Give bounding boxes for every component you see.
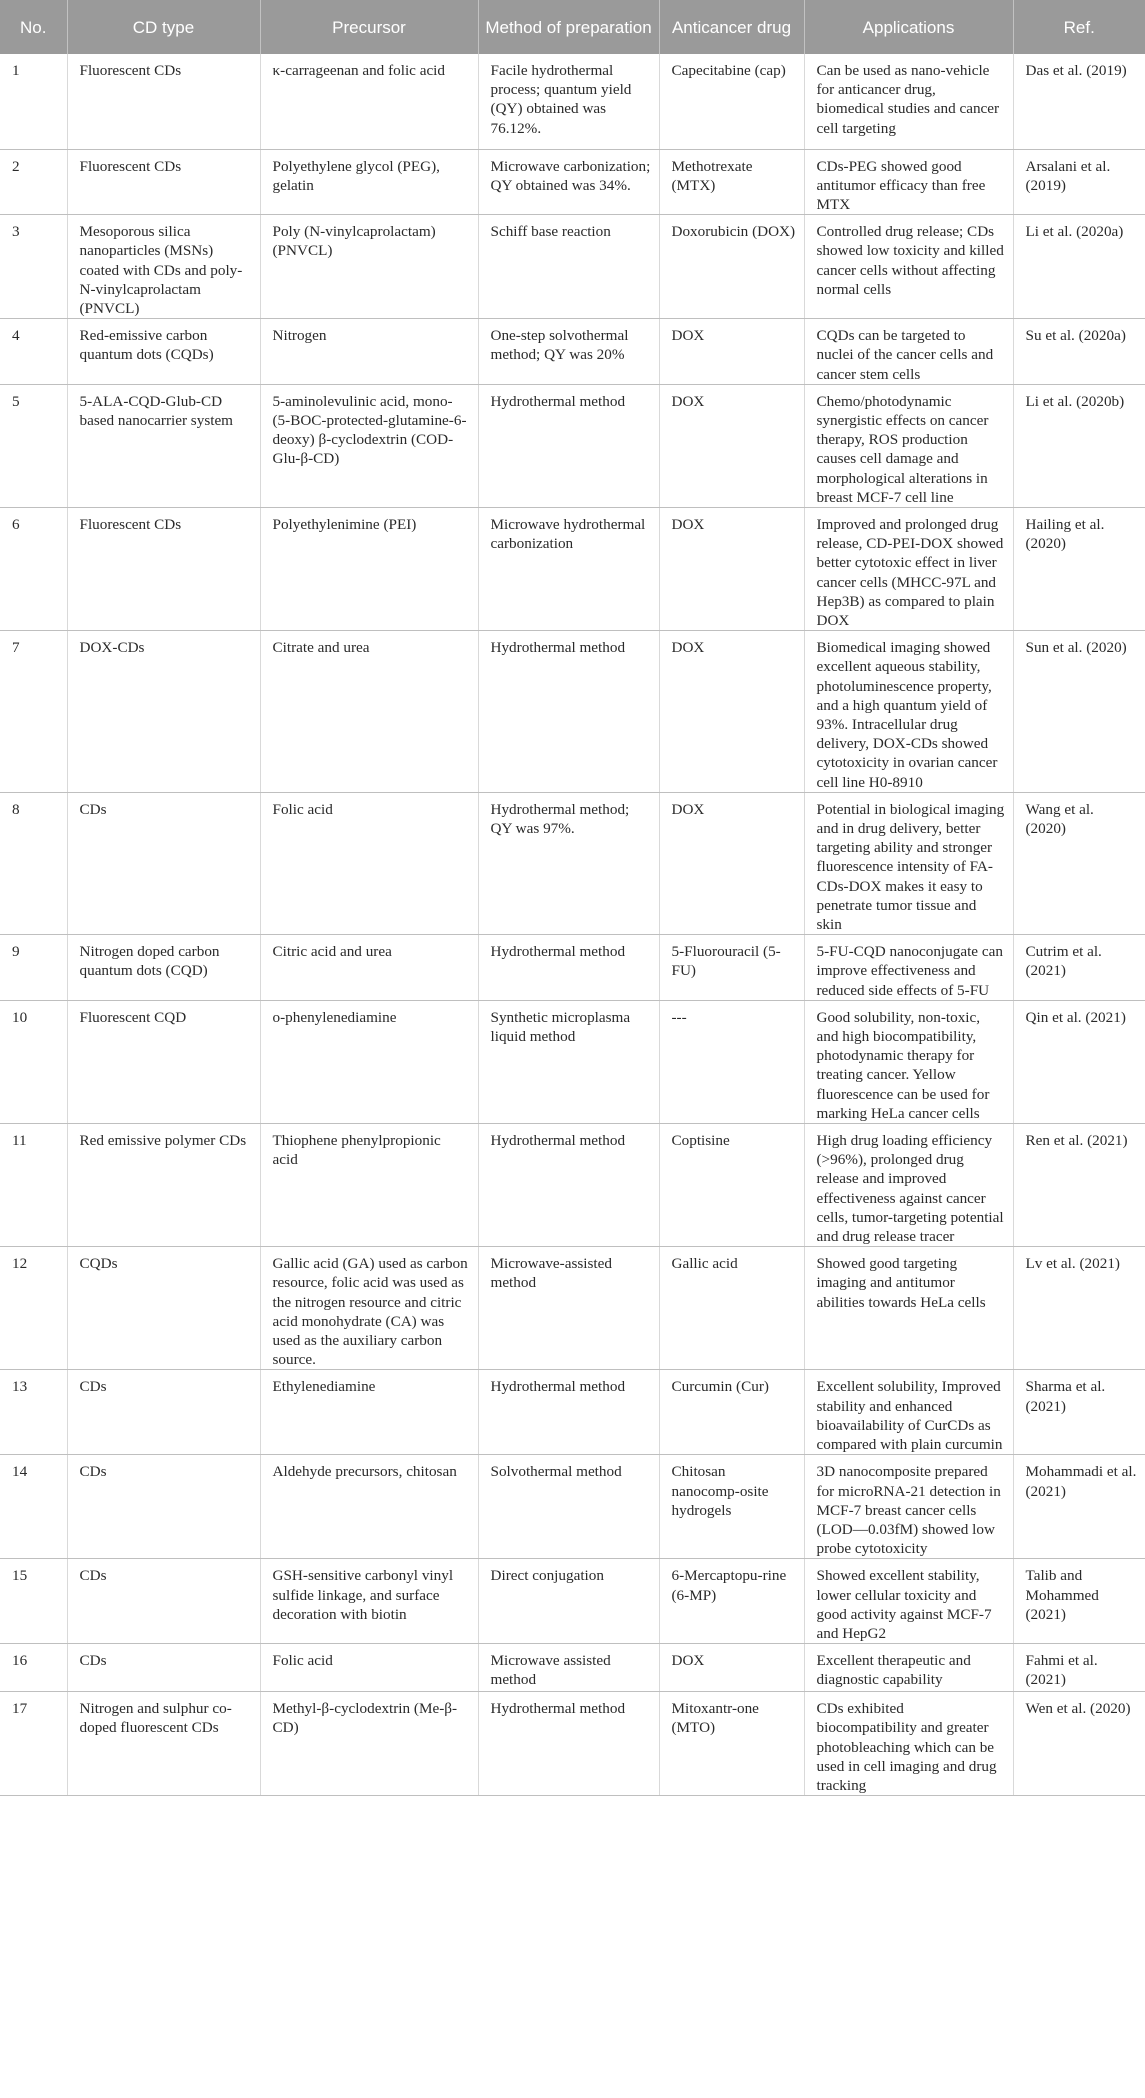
table-row	[0, 1000, 1145, 1123]
cell-drug: DOX	[659, 631, 804, 793]
cell-cd-type: Fluorescent CDs	[67, 507, 260, 630]
cell-method: One-step solvothermal method; QY was 20%	[478, 319, 659, 385]
cell-cd-type: DOX-CDs	[67, 631, 260, 793]
header-cd-type: CD type	[67, 0, 260, 54]
header-precursor: Precursor	[260, 0, 478, 54]
header-ref: Ref.	[1013, 0, 1145, 54]
header-row	[0, 0, 1145, 54]
table-row	[0, 1559, 1145, 1644]
cell-cd-type: 5-ALA-CQD-Glub-CD based nanocarrier system	[67, 384, 260, 507]
cell-drug: Methotrexate (MTX)	[659, 149, 804, 215]
cell-cd-type: CQDs	[67, 1247, 260, 1370]
cell-method: Direct conjugation	[478, 1559, 659, 1644]
cell-method: Synthetic microplasma liquid method	[478, 1000, 659, 1123]
cell-applications: Potential in biological imaging and in drug delivery, better targeting ability and stronger fluorescence intensity of FA-CDs-DOX makes it easy to penetrate tumor tissue and skin	[804, 792, 1013, 934]
cell-applications: Showed good targeting imaging and antitumor abilities towards HeLa cells	[804, 1247, 1013, 1370]
table-row	[0, 1644, 1145, 1692]
cell-drug: Curcumin (Cur)	[659, 1370, 804, 1455]
cell-method: Hydrothermal method	[478, 1370, 659, 1455]
cell-ref: Mohammadi et al. (2021)	[1013, 1455, 1145, 1559]
table-row	[0, 1124, 1145, 1247]
cell-applications: CDs exhibited biocompatibility and greater photobleaching which can be used in cell imaging and drug tracking	[804, 1692, 1013, 1796]
cell-cd-type: CDs	[67, 1370, 260, 1455]
cell-drug: Doxorubicin (DOX)	[659, 215, 804, 319]
cell-method: Schiff base reaction	[478, 215, 659, 319]
cell-ref: Fahmi et al. (2021)	[1013, 1644, 1145, 1692]
cell-applications: Biomedical imaging showed excellent aqueous stability, photoluminescence property, and a high quantum yield of 93%. Intracellular drug delivery, DOX-CDs showed cytotoxicity in ovarian cancer cell line H0-8910	[804, 631, 1013, 793]
cell-precursor: Citric acid and urea	[260, 935, 478, 1001]
cell-method: Facile hydrothermal process; quantum yield (QY) obtained was 76.12%.	[478, 54, 659, 149]
cell-applications: Excellent solubility, Improved stability and enhanced bioavailability of CurCDs as compared with plain curcumin	[804, 1370, 1013, 1455]
cell-ref: Talib and Mohammed (2021)	[1013, 1559, 1145, 1644]
cell-precursor: Ethylenediamine	[260, 1370, 478, 1455]
cell-no: 13	[0, 1370, 67, 1455]
cell-drug: 6-Mercaptopu-rine (6-MP)	[659, 1559, 804, 1644]
cell-drug: 5-Fluorouracil (5-FU)	[659, 935, 804, 1001]
cell-method: Hydrothermal method	[478, 935, 659, 1001]
cell-method: Hydrothermal method	[478, 1124, 659, 1247]
cell-precursor: GSH-sensitive carbonyl vinyl sulfide linkage, and surface decoration with biotin	[260, 1559, 478, 1644]
cell-method: Microwave-assisted method	[478, 1247, 659, 1370]
cell-ref: Arsalani et al. (2019)	[1013, 149, 1145, 215]
cell-applications: Good solubility, non-toxic, and high biocompatibility, photodynamic therapy for treating cancer. Yellow fluorescence can be used for marking HeLa cancer cells	[804, 1000, 1013, 1123]
cell-method: Hydrothermal method	[478, 384, 659, 507]
cell-method: Hydrothermal method; QY was 97%.	[478, 792, 659, 934]
table-row	[0, 319, 1145, 385]
cell-ref: Cutrim et al. (2021)	[1013, 935, 1145, 1001]
table-body	[0, 54, 1145, 1796]
cell-precursor: Polyethylenimine (PEI)	[260, 507, 478, 630]
cell-method: Hydrothermal method	[478, 631, 659, 793]
header-method: Method of preparation	[478, 0, 659, 54]
cell-cd-type: Nitrogen and sulphur co-doped fluorescent CDs	[67, 1692, 260, 1796]
cell-no: 5	[0, 384, 67, 507]
table-row	[0, 384, 1145, 507]
cell-no: 16	[0, 1644, 67, 1692]
cell-applications: High drug loading efficiency (>96%), prolonged drug release and improved effectiveness against cancer cells, tumor-targeting potential and drug release tracer	[804, 1124, 1013, 1247]
cell-precursor: Folic acid	[260, 792, 478, 934]
cell-no: 6	[0, 507, 67, 630]
cell-precursor: Polyethylene glycol (PEG), gelatin	[260, 149, 478, 215]
table-row	[0, 149, 1145, 215]
cell-ref: Li et al. (2020a)	[1013, 215, 1145, 319]
cell-method: Microwave hydrothermal carbonization	[478, 507, 659, 630]
cell-method: Microwave assisted method	[478, 1644, 659, 1692]
cell-precursor: 5-aminolevulinic acid, mono-(5-BOC-protected-glutamine-6-deoxy) β-cyclodextrin (COD-Glu-β-CD)	[260, 384, 478, 507]
cell-ref: Ren et al. (2021)	[1013, 1124, 1145, 1247]
cell-cd-type: CDs	[67, 1455, 260, 1559]
cell-applications: Excellent therapeutic and diagnostic capability	[804, 1644, 1013, 1692]
cell-ref: Sharma et al. (2021)	[1013, 1370, 1145, 1455]
cell-ref: Hailing et al. (2020)	[1013, 507, 1145, 630]
cell-no: 17	[0, 1692, 67, 1796]
header-applications: Applications	[804, 0, 1013, 54]
cell-cd-type: Fluorescent CDs	[67, 54, 260, 149]
cell-method: Solvothermal method	[478, 1455, 659, 1559]
cell-cd-type: Fluorescent CDs	[67, 149, 260, 215]
cell-applications: CQDs can be targeted to nuclei of the cancer cells and cancer stem cells	[804, 319, 1013, 385]
cell-drug: DOX	[659, 1644, 804, 1692]
header-no: No.	[0, 0, 67, 54]
cell-ref: Su et al. (2020a)	[1013, 319, 1145, 385]
cell-precursor: Methyl-β-cyclodextrin (Me-β-CD)	[260, 1692, 478, 1796]
cell-no: 11	[0, 1124, 67, 1247]
cell-drug: DOX	[659, 792, 804, 934]
cell-method: Hydrothermal method	[478, 1692, 659, 1796]
cell-drug: ---	[659, 1000, 804, 1123]
cell-precursor: Thiophene phenylpropionic acid	[260, 1124, 478, 1247]
table-row	[0, 631, 1145, 793]
cell-drug: Gallic acid	[659, 1247, 804, 1370]
cell-drug: Coptisine	[659, 1124, 804, 1247]
cell-cd-type: Red emissive polymer CDs	[67, 1124, 260, 1247]
cell-precursor: Folic acid	[260, 1644, 478, 1692]
table-header	[0, 0, 1145, 54]
cell-no: 4	[0, 319, 67, 385]
cell-precursor: Citrate and urea	[260, 631, 478, 793]
cell-drug: DOX	[659, 319, 804, 385]
table-row	[0, 54, 1145, 149]
table-row	[0, 1247, 1145, 1370]
cell-ref: Lv et al. (2021)	[1013, 1247, 1145, 1370]
table-row	[0, 935, 1145, 1001]
cell-drug: DOX	[659, 507, 804, 630]
cell-no: 10	[0, 1000, 67, 1123]
cell-cd-type: Mesoporous silica nanoparticles (MSNs) coated with CDs and poly-N-vinylcaprolactam (PNVCL)	[67, 215, 260, 319]
table-row	[0, 792, 1145, 934]
cell-precursor: Gallic acid (GA) used as carbon resource, folic acid was used as the nitrogen resource and citric acid monohydrate (CA) was used as the auxiliary carbon source.	[260, 1247, 478, 1370]
cell-no: 3	[0, 215, 67, 319]
cell-precursor: o-phenylenediamine	[260, 1000, 478, 1123]
cell-applications: Chemo/photodynamic synergistic effects on cancer therapy, ROS production causes cell damage and morphological alterations in breast MCF-7 cell line	[804, 384, 1013, 507]
cell-cd-type: CDs	[67, 1644, 260, 1692]
cell-cd-type: Red-emissive carbon quantum dots (CQDs)	[67, 319, 260, 385]
table-row	[0, 215, 1145, 319]
cell-applications: 3D nanocomposite prepared for microRNA-21 detection in MCF-7 breast cancer cells (LOD—0.03fM) showed low probe cytotoxicity	[804, 1455, 1013, 1559]
cell-cd-type: CDs	[67, 1559, 260, 1644]
cell-applications: CDs-PEG showed good antitumor efficacy than free MTX	[804, 149, 1013, 215]
cell-ref: Wang et al. (2020)	[1013, 792, 1145, 934]
cell-no: 15	[0, 1559, 67, 1644]
cell-no: 7	[0, 631, 67, 793]
cell-no: 14	[0, 1455, 67, 1559]
cell-drug: Mitoxantr-one (MTO)	[659, 1692, 804, 1796]
cell-cd-type: CDs	[67, 792, 260, 934]
cell-applications: 5-FU-CQD nanoconjugate can improve effectiveness and reduced side effects of 5-FU	[804, 935, 1013, 1001]
cell-no: 8	[0, 792, 67, 934]
cell-ref: Das et al. (2019)	[1013, 54, 1145, 149]
cell-no: 9	[0, 935, 67, 1001]
cell-method: Microwave carbonization; QY obtained was 34%.	[478, 149, 659, 215]
cell-no: 1	[0, 54, 67, 149]
table-row	[0, 1455, 1145, 1559]
cell-applications: Can be used as nano-vehicle for anticancer drug, biomedical studies and cancer cell targeting	[804, 54, 1013, 149]
cell-precursor: κ-carrageenan and folic acid	[260, 54, 478, 149]
cell-ref: Qin et al. (2021)	[1013, 1000, 1145, 1123]
cell-drug: Capecitabine (cap)	[659, 54, 804, 149]
header-drug: Anticancer drug	[659, 0, 804, 54]
table-row	[0, 507, 1145, 630]
cell-ref: Sun et al. (2020)	[1013, 631, 1145, 793]
cell-no: 2	[0, 149, 67, 215]
cell-drug: Chitosan nanocomp-osite hydrogels	[659, 1455, 804, 1559]
cell-no: 12	[0, 1247, 67, 1370]
cell-precursor: Nitrogen	[260, 319, 478, 385]
cell-ref: Wen et al. (2020)	[1013, 1692, 1145, 1796]
cell-precursor: Poly (N-vinylcaprolactam) (PNVCL)	[260, 215, 478, 319]
cell-applications: Showed excellent stability, lower cellular toxicity and good activity against MCF-7 and HepG2	[804, 1559, 1013, 1644]
cell-ref: Li et al. (2020b)	[1013, 384, 1145, 507]
table-row	[0, 1692, 1145, 1796]
table-row	[0, 1370, 1145, 1455]
cell-precursor: Aldehyde precursors, chitosan	[260, 1455, 478, 1559]
cell-drug: DOX	[659, 384, 804, 507]
cell-applications: Controlled drug release; CDs showed low toxicity and killed cancer cells without affecting normal cells	[804, 215, 1013, 319]
cell-cd-type: Nitrogen doped carbon quantum dots (CQD)	[67, 935, 260, 1001]
cell-cd-type: Fluorescent CQD	[67, 1000, 260, 1123]
cell-applications: Improved and prolonged drug release, CD-PEI-DOX showed better cytotoxic effect in liver cancer cells (MHCC-97L and Hep3B) as compared to plain DOX	[804, 507, 1013, 630]
